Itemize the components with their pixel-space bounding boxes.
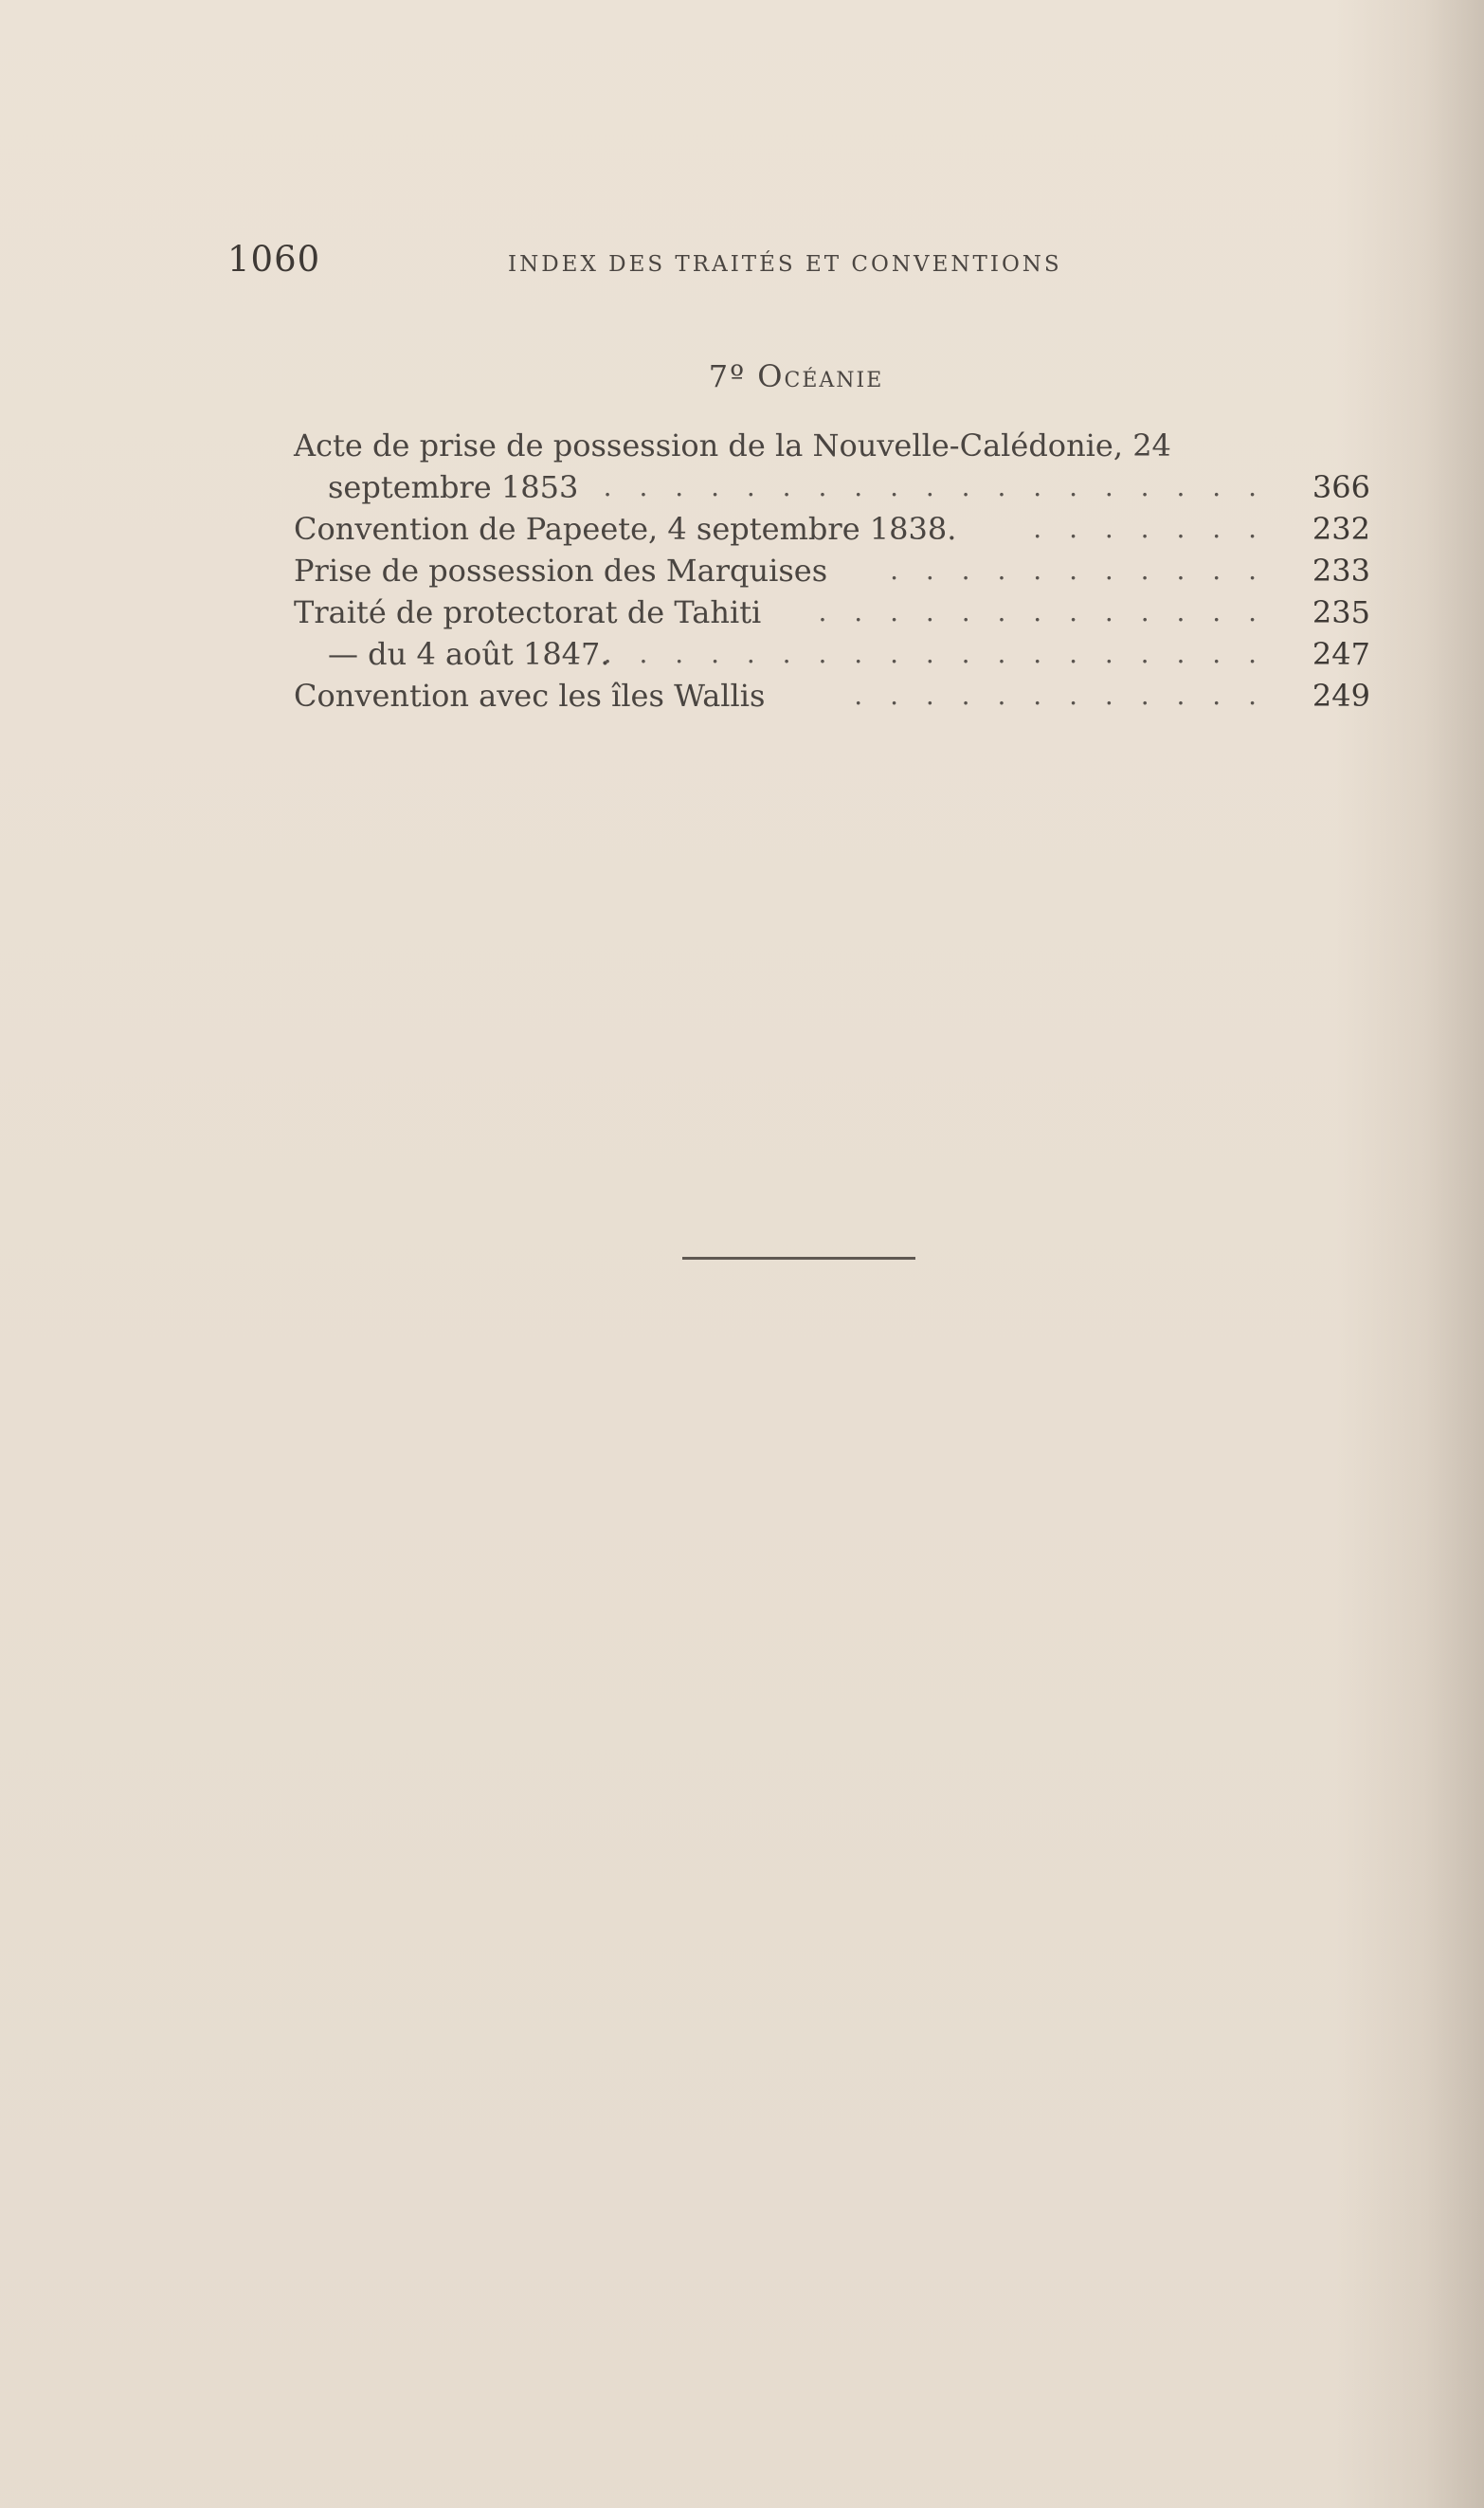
entry-text: — du 4 août 1847. [328, 636, 610, 672]
dot-leader: . . . . . . . . . . . . . . . . . . . [603, 471, 1266, 502]
index-entry [294, 550, 1370, 591]
index-entry [294, 591, 1370, 633]
entry-page-number: 247 [1312, 636, 1370, 672]
dot-leader: . . . . . . . . . . . . [854, 680, 1266, 711]
index-entry [294, 675, 1370, 717]
index-entries [294, 425, 1370, 717]
entry-page-number: 232 [1312, 511, 1370, 547]
section-end-rule [682, 1257, 915, 1260]
entry-page-number: 366 [1312, 469, 1370, 505]
dot-leader: . . . . . . . . . . . [890, 554, 1266, 586]
entry-text: septembre 1853 [328, 469, 579, 505]
entry-page-number: 235 [1312, 594, 1370, 630]
index-entry [294, 508, 1370, 550]
entry-text: Convention avec les îles Wallis [294, 678, 766, 714]
entry-page-number: 233 [1312, 553, 1370, 589]
entry-text: Prise de possession des Marquises [294, 553, 828, 589]
index-entry [294, 466, 1370, 508]
entry-text: Traité de protectorat de Tahiti [294, 594, 762, 630]
section-heading: 7º Océanie [708, 358, 884, 394]
dot-leader: . . . . . . . [1033, 513, 1266, 544]
entry-page-number: 249 [1312, 678, 1370, 714]
entry-text: Convention de Papeete, 4 septembre 1838. [294, 511, 957, 547]
entry-text: Acte de prise de possession de la Nouvelle-Calédonie, 24 [294, 427, 1171, 463]
dot-leader: . . . . . . . . . . . . . [818, 596, 1266, 627]
running-head [227, 239, 1365, 296]
index-entry [294, 425, 1370, 466]
dot-leader: . . . . . . . . . . . . . . . . . . . [603, 638, 1266, 669]
index-entry [294, 633, 1370, 675]
running-head-title: INDEX DES TRAITÉS ET CONVENTIONS [508, 252, 1062, 277]
page-number: 1060 [227, 239, 321, 280]
